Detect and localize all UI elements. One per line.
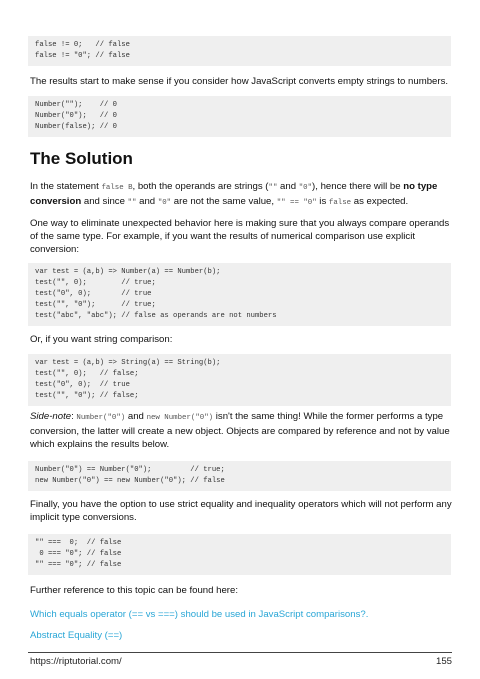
footer-url: https://riptutorial.com/: [30, 656, 122, 667]
code-block-number-conversion: [28, 96, 451, 137]
inline-code: "0": [298, 184, 313, 192]
code-line: "" === 0; // false: [35, 539, 122, 547]
code-line: Number(""); // 0: [35, 101, 117, 109]
code-line: test("0", 0); // true: [35, 381, 130, 389]
inline-code: false B: [101, 184, 133, 192]
paragraph-further-reference: Further reference to this topic can be found here:: [30, 585, 238, 596]
code-block-string-comparison: [28, 354, 451, 406]
side-note-label: Side-note: [30, 411, 72, 422]
inline-code: Number("0"): [76, 414, 126, 422]
code-line: "" === "0"; // false: [35, 561, 122, 569]
code-line: Number("0") == Number("0"); // true;: [35, 466, 225, 474]
paragraph-strict-equality: Finally, you have the option to use strict equality and inequality operators which will not perform any implicit type conversions.: [30, 499, 452, 523]
link-abstract-equality[interactable]: Abstract Equality (==): [30, 630, 123, 641]
page-number: 155: [435, 656, 452, 667]
code-line: test("", "0"); // false;: [35, 392, 139, 400]
link-equals-operator[interactable]: Which equals operator (== vs ===) should be used in JavaScript comparisons?.: [30, 609, 369, 620]
code-line: var test = (a,b) => String(a) == String(b);: [35, 359, 221, 367]
inline-code: "" == "0": [276, 199, 317, 207]
inline-code: "": [127, 199, 137, 207]
code-block-object-compare: [28, 461, 451, 491]
code-block-numeric-comparison: [28, 263, 451, 326]
code-line: new Number("0") == new Number("0"); // false: [35, 477, 225, 485]
paragraph-results: The results start to make sense if you consider how JavaScript converts empty strings to numbers.: [30, 76, 449, 87]
section-heading: The Solution: [30, 149, 133, 168]
paragraph-string-comparison: Or, if you want string comparison:: [30, 334, 173, 345]
code-line: test("0", 0); // true: [35, 290, 152, 298]
code-block-strict-equality: [28, 534, 451, 575]
code-line: Number("0"); // 0: [35, 112, 117, 120]
paragraph-eliminate: One way to eliminate unexpected behavior here is making sure that you always compare operands of the same type. For example, if you want the results of numerical comparison use explicit conversion:: [30, 218, 450, 255]
code-block-loose-compare: [28, 36, 451, 66]
code-line: test("abc", "abc"); // false as operands are not numbers: [35, 312, 277, 320]
paragraph-side-note: Side-note: Number("0") and new Number("0") isn't the same thing! While the former performs a type conversion, the latter will create a new object. Objects are compared by reference and not by value which explains the results below.: [30, 411, 450, 450]
inline-code: false: [328, 199, 352, 207]
code-line: false != 0; // false: [35, 41, 130, 49]
code-line: Number(false); // 0: [35, 123, 117, 131]
footer-divider: [28, 652, 452, 653]
code-line: false != "0"; // false: [35, 52, 130, 60]
paragraph-statement: In the statement false B, both the operands are strings ("" and "0"), hence there will be no type conversion and since "" and "0" are not the same value, "" == "0" is false as expected.: [30, 181, 438, 207]
code-line: test("", 0); // false;: [35, 370, 139, 378]
code-line: test("", "0"); // true;: [35, 301, 156, 309]
inline-code: new Number("0"): [146, 414, 214, 422]
inline-code: "0": [157, 199, 172, 207]
bold-phrase: no type conversion: [30, 181, 438, 207]
inline-code: "": [268, 184, 278, 192]
code-line: var test = (a,b) => Number(a) == Number(b);: [35, 268, 221, 276]
code-line: 0 === "0"; // false: [35, 550, 122, 558]
code-line: test("", 0); // true;: [35, 279, 156, 287]
